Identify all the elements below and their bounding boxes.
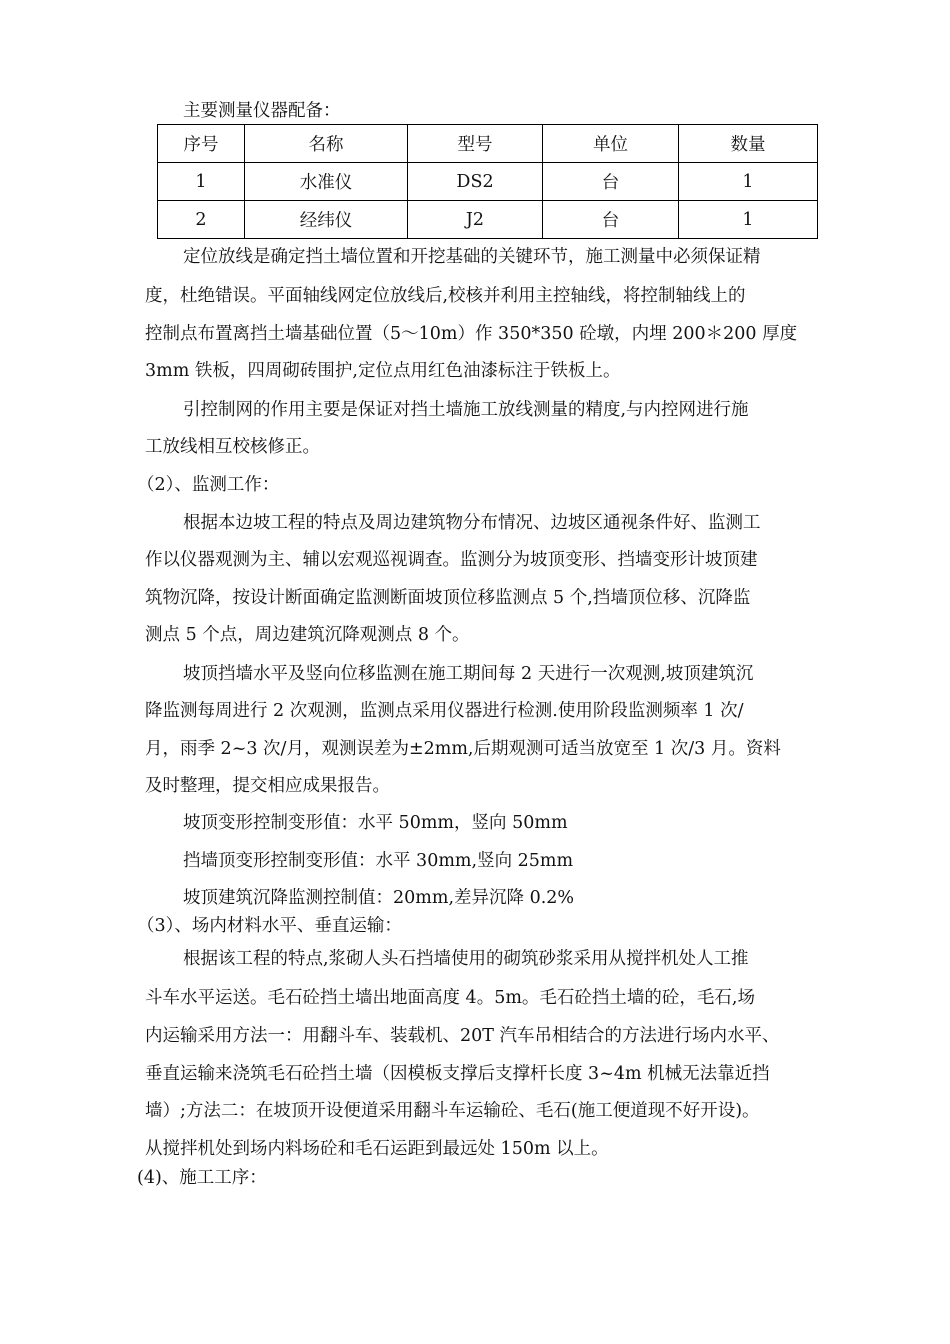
body-line: 控制点布置离挡土墙基础位置（5～10m）作 350*350 砼墩，内埋 200＊200 厚度 [145,324,798,344]
body-line: 坡顶变形控制变形值：水平 50mm，竖向 50mm [183,813,568,833]
body-line: 斗车水平运送。毛石砼挡土墙出地面高度 4。5m。毛石砼挡土墙的砼，毛石,场 [145,988,755,1008]
body-line: 定位放线是确定挡土墙位置和开挖基础的关键环节，施工测量中必须保证精 [183,247,761,267]
table-header-row [158,125,818,163]
table-row [158,201,818,239]
table-cell: 台 [543,163,679,201]
header-cell: 型号 [408,125,543,163]
table-row [158,163,818,201]
body-line: 3mm 铁板，四周砌砖围护,定位点用红色油漆标注于铁板上。 [145,361,621,381]
body-line: 度，杜绝错误。平面轴线网定位放线后,校核并利用主控轴线，将控制轴线上的 [145,286,746,306]
body-line: 测点 5 个点，周边建筑沉降观测点 8 个。 [145,625,470,645]
table-cell: DS2 [408,163,543,201]
body-line: 从搅拌机处到场内料场砼和毛石运距到最远处 150m 以上。 [145,1139,609,1159]
section-heading: (4)、施工工序： [137,1168,267,1188]
section-heading: （3）、场内材料水平、垂直运输： [137,916,402,936]
body-line: 工放线相互校核修正。 [145,437,320,457]
body-line: 作以仪器观测为主、辅以宏观巡视调查。监测分为坡顶变形、挡墙变形计坡顶建 [145,550,758,570]
header-cell: 数量 [679,125,818,163]
section-heading: （2）、监测工作： [137,475,280,495]
header-cell: 单位 [543,125,679,163]
body-line: 月，雨季 2~3 次/月，观测误差为±2mm,后期观测可适当放宽至 1 次/3 月。资料 [145,739,781,759]
body-line: 内运输采用方法一：用翻斗车、装载机、20T 汽车吊相结合的方法进行场内水平、 [145,1026,780,1046]
body-line: 引控制网的作用主要是保证对挡土墙施工放线测量的精度,与内控网进行施 [183,400,749,420]
table-cell: J2 [408,201,543,239]
table-caption: 主要测量仪器配备： [183,101,341,121]
table-cell: 经纬仪 [245,201,408,239]
body-line: 挡墙顶变形控制变形值：水平 30mm,竖向 25mm [183,851,574,871]
table-cell: 1 [158,163,245,201]
header-cell: 名称 [245,125,408,163]
instrument-table [157,124,818,239]
body-line: 根据该工程的特点,浆砌人头石挡墙使用的砌筑砂浆采用从搅拌机处人工推 [183,949,749,969]
body-line: 及时整理，提交相应成果报告。 [145,776,390,796]
table-cell: 2 [158,201,245,239]
table-cell: 1 [679,201,818,239]
table-cell: 水准仪 [245,163,408,201]
body-line: 降监测每周进行 2 次观测，监测点采用仪器进行检测.使用阶段监测频率 1 次/ [145,701,744,721]
table-cell: 1 [679,163,818,201]
body-line: 坡顶挡墙水平及竖向位移监测在施工期间每 2 天进行一次观测,坡顶建筑沉 [183,664,754,684]
body-line: 筑物沉降，按设计断面确定监测断面坡顶位移监测点 5 个,挡墙顶位移、沉降监 [145,588,751,608]
body-line: 垂直运输来浇筑毛石砼挡土墙（因模板支撑后支撑杆长度 3~4m 机械无法靠近挡 [145,1064,770,1084]
header-cell: 序号 [158,125,245,163]
body-line: 坡顶建筑沉降监测控制值：20mm,差异沉降 0.2% [183,888,575,908]
body-line: 根据本边坡工程的特点及周边建筑物分布情况、边坡区通视条件好、监测工 [183,513,761,533]
body-line: 墙）;方法二：在坡顶开设便道采用翻斗车运输砼、毛石(施工便道现不好开设)。 [145,1101,760,1121]
table-cell: 台 [543,201,679,239]
